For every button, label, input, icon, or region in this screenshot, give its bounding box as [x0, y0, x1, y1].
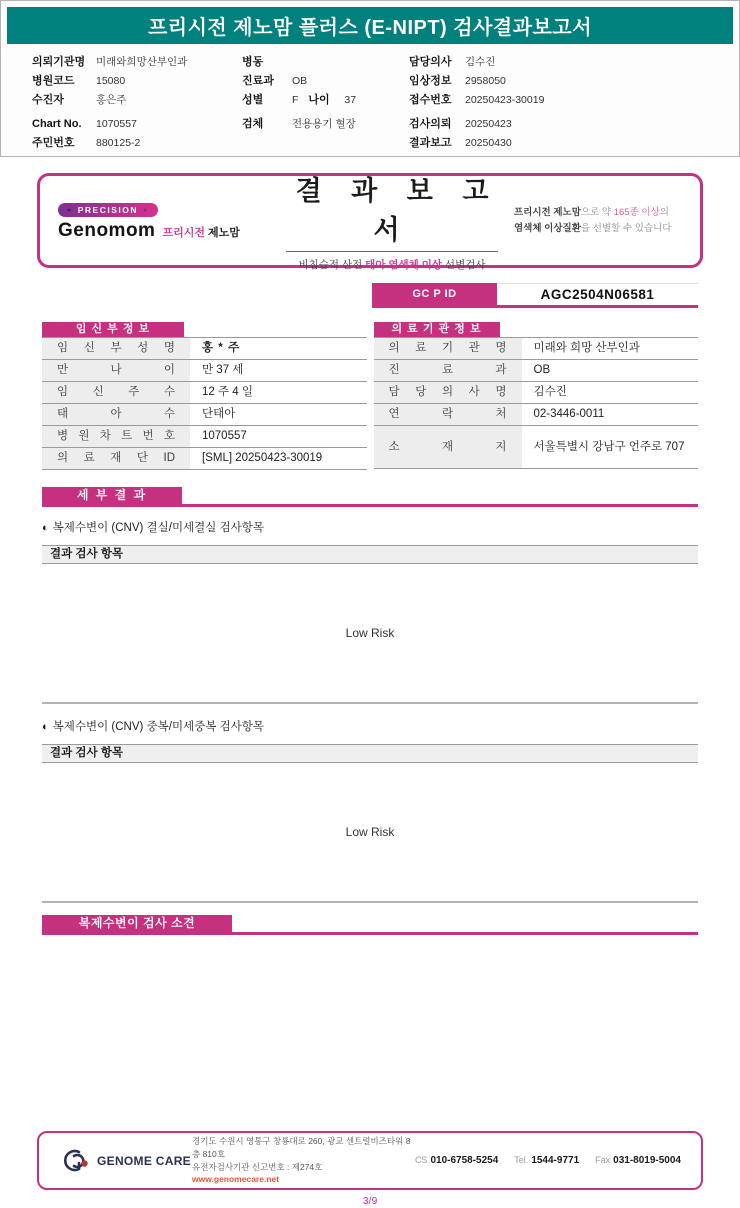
note-end-2: 을 선별할 수 있습니다	[580, 222, 672, 234]
table-row	[42, 360, 367, 382]
info-row	[409, 72, 733, 91]
row-label: 의 료 기 관 명	[374, 338, 522, 359]
clinic-info-table	[374, 322, 699, 470]
info-col-2	[242, 53, 409, 153]
info-value: 김수진	[465, 56, 496, 68]
tel-number: 1544-9771	[531, 1155, 580, 1166]
row-value: 홍 * 주	[202, 342, 241, 354]
gcpid-value: AGC2504N06581	[497, 283, 698, 305]
website-link[interactable]: www.genomecare.net	[192, 1174, 280, 1185]
info-value: 2958050	[465, 75, 506, 87]
cnv-duplication-result	[42, 763, 698, 903]
risk-status: Low Risk	[345, 825, 395, 839]
info-row	[242, 91, 409, 110]
table-row	[42, 404, 367, 426]
result-report-title: 결 과 보 고 서	[295, 176, 500, 245]
info-label: 담당의사	[409, 56, 452, 68]
info-row	[32, 134, 242, 153]
half-circle-icon: ◐	[42, 721, 49, 733]
row-label: 진 료 과	[374, 360, 522, 381]
info-row	[32, 53, 242, 72]
info-label: 검사의뢰	[409, 118, 452, 130]
address-line-1: 경기도 수원시 영통구 창룡대로 260, 광교 센트럴비즈타워 8층 810호	[192, 1136, 411, 1159]
info-row	[409, 115, 733, 134]
info-value: 홍은주	[96, 94, 127, 106]
block-heading-text: 복제수변이 (CNV) 결실/미세결실 검사항목	[52, 522, 265, 534]
details-section-title: 세 부 결 과	[42, 487, 182, 504]
info-row	[242, 115, 409, 134]
table-row	[374, 337, 699, 360]
info-col-1	[32, 53, 242, 153]
mother-info-table	[42, 322, 367, 470]
tel-label: Tel.	[514, 1155, 529, 1165]
fax-phone	[595, 1155, 681, 1166]
info-label: 병동	[242, 56, 264, 68]
table-row	[374, 382, 699, 404]
info-label: Chart No.	[32, 118, 82, 130]
row-value: 12 주 4 일	[202, 386, 253, 398]
info-value: 20250430	[465, 137, 512, 149]
cnv-duplication-heading	[42, 718, 698, 736]
row-value: 단태아	[202, 408, 236, 420]
note-bold-1: 프리시전 제노맘	[514, 206, 581, 218]
note-end-1: 의	[659, 206, 669, 218]
table-row	[374, 360, 699, 382]
info-label: 나이	[308, 94, 330, 106]
info-value: 880125-2	[96, 137, 141, 149]
gcpid-label: GC P ID	[372, 283, 497, 305]
result-items-bar: 결과 검사 항목	[42, 744, 698, 763]
brand-subtitle	[162, 224, 239, 240]
table-row	[42, 337, 367, 360]
cs-phone	[415, 1155, 498, 1166]
cnv-deletion-result	[42, 564, 698, 704]
findings-empty-area	[0, 935, 740, 1131]
details-section-header	[42, 486, 698, 507]
result-items-bar: 결과 검사 항목	[42, 545, 698, 564]
row-label: 만 나 이	[42, 360, 190, 381]
row-value: 02-3446-0011	[533, 408, 605, 420]
info-label: 진료과	[242, 75, 274, 87]
page-number: 3/9	[362, 1195, 378, 1207]
subtitle-prefix: 비침습적 산전	[298, 259, 366, 271]
table-row	[374, 426, 699, 469]
report-title-bar	[7, 7, 733, 44]
info-label: 접수번호	[409, 94, 452, 106]
mother-info-title: 임 신 부 정 보	[42, 322, 184, 337]
table-row	[374, 404, 699, 426]
info-value: 1070557	[96, 118, 137, 130]
patient-header-box	[0, 0, 740, 157]
row-value: OB	[533, 364, 551, 376]
info-row	[32, 115, 242, 134]
badge-dot-icon: ●	[67, 206, 73, 214]
info-value: 15080	[96, 75, 126, 87]
row-value: [SML] 20250423-30019	[202, 452, 323, 464]
info-row	[32, 91, 242, 110]
info-label: 주민번호	[32, 137, 75, 149]
table-row	[42, 382, 367, 404]
info-label: 의뢰기관명	[32, 56, 86, 68]
brand-sub-black: 제노맘	[208, 227, 240, 240]
badge-dot-icon: ●	[143, 206, 149, 214]
info-row	[242, 53, 409, 72]
row-value: 만 37 세	[202, 364, 244, 376]
brand-sub-pink: 프리시전	[162, 227, 205, 240]
note-bold-2: 염색체 이상질환	[514, 222, 581, 234]
row-label: 소 재 지	[374, 426, 522, 468]
info-label: 성별	[242, 94, 264, 106]
clinic-info-title: 의 료 기 관 정 보	[374, 322, 500, 337]
banner-center	[270, 169, 514, 272]
footer-contacts	[415, 1155, 681, 1166]
address-line-2: 유전자검사기관 신고번호 : 제274호	[192, 1161, 323, 1172]
fax-label: Fax	[595, 1155, 611, 1165]
row-label: 임 신 부 성 명	[42, 338, 190, 359]
row-label: 연 락 처	[374, 404, 522, 425]
report-title: 프리시전 제노맘 플러스 (E-NIPT) 검사결과보고서	[147, 17, 593, 39]
row-label: 태 아 수	[42, 404, 190, 425]
genome-care-logo-icon	[59, 1147, 91, 1174]
result-report-subtitle	[270, 257, 514, 272]
half-circle-icon: ◐	[42, 522, 49, 534]
info-label: 검체	[242, 118, 264, 130]
info-value: 미래와희망산부인과	[96, 56, 188, 68]
cs-label: CS	[414, 1155, 428, 1165]
info-value: F	[292, 94, 299, 106]
row-value: 미래와 희망 산부인과	[533, 342, 640, 354]
info-row	[409, 134, 733, 153]
info-value: 20250423-30019	[465, 94, 545, 106]
patient-info-grid	[7, 44, 733, 153]
info-col-3	[409, 53, 733, 153]
info-row	[409, 91, 733, 110]
info-tables	[42, 322, 698, 470]
result-banner	[37, 173, 703, 271]
row-label: 담 당 의 사 명	[374, 382, 522, 403]
subtitle-suffix: 선별검사	[442, 259, 486, 271]
subtitle-highlight: 태아 염색체 이상	[365, 259, 443, 271]
info-row	[409, 53, 733, 72]
row-label: 임 신 주 수	[42, 382, 190, 403]
info-value: 37	[344, 94, 357, 106]
genome-care-logo-text: GENOME CARE	[97, 1153, 191, 1168]
note-pink: 165종 이상	[613, 206, 660, 218]
info-label: 수진자	[32, 94, 64, 106]
fax-number: 031-8019-5004	[613, 1155, 681, 1166]
info-label: 결과보고	[409, 137, 452, 149]
findings-section-header	[42, 914, 698, 935]
row-value: 서울특별시 강남구 언주로 707	[533, 441, 685, 453]
row-value: 1070557	[202, 430, 247, 442]
title-divider	[286, 251, 498, 252]
cs-number: 010-6758-5254	[430, 1155, 499, 1166]
info-label: 임상정보	[409, 75, 452, 87]
footer-banner	[37, 1131, 703, 1190]
gcpid-row	[372, 283, 698, 308]
brand-logo-text: Genomom	[58, 220, 156, 242]
row-label: 병 원 차 트 번 호	[42, 426, 190, 447]
precision-badge	[58, 203, 158, 217]
genome-care-logo	[59, 1147, 192, 1174]
brand-line	[58, 220, 270, 242]
tel-phone	[514, 1155, 579, 1166]
genomom-brand	[58, 199, 270, 243]
info-label: 병원코드	[32, 75, 75, 87]
row-label: 의 료 재 단 ID	[42, 448, 190, 469]
note-mid: 으로 약	[580, 206, 614, 218]
info-value: OB	[292, 75, 308, 87]
cnv-deletion-heading	[42, 519, 698, 537]
report-sheet	[0, 173, 740, 1207]
footer-address	[192, 1135, 415, 1186]
info-row	[32, 72, 242, 91]
info-row	[242, 72, 409, 91]
table-row	[42, 426, 367, 448]
risk-status: Low Risk	[345, 626, 395, 640]
info-value: 전용용기 혈장	[292, 118, 356, 130]
info-value: 20250423	[465, 118, 512, 130]
findings-section-title: 복제수변이 검사 소견	[42, 915, 232, 932]
banner-note	[514, 205, 682, 236]
row-value: 김수진	[533, 386, 567, 398]
block-heading-text: 복제수변이 (CNV) 중복/미세중복 검사항목	[52, 721, 265, 733]
precision-label: PRECISION	[77, 205, 138, 216]
table-row	[42, 448, 367, 470]
